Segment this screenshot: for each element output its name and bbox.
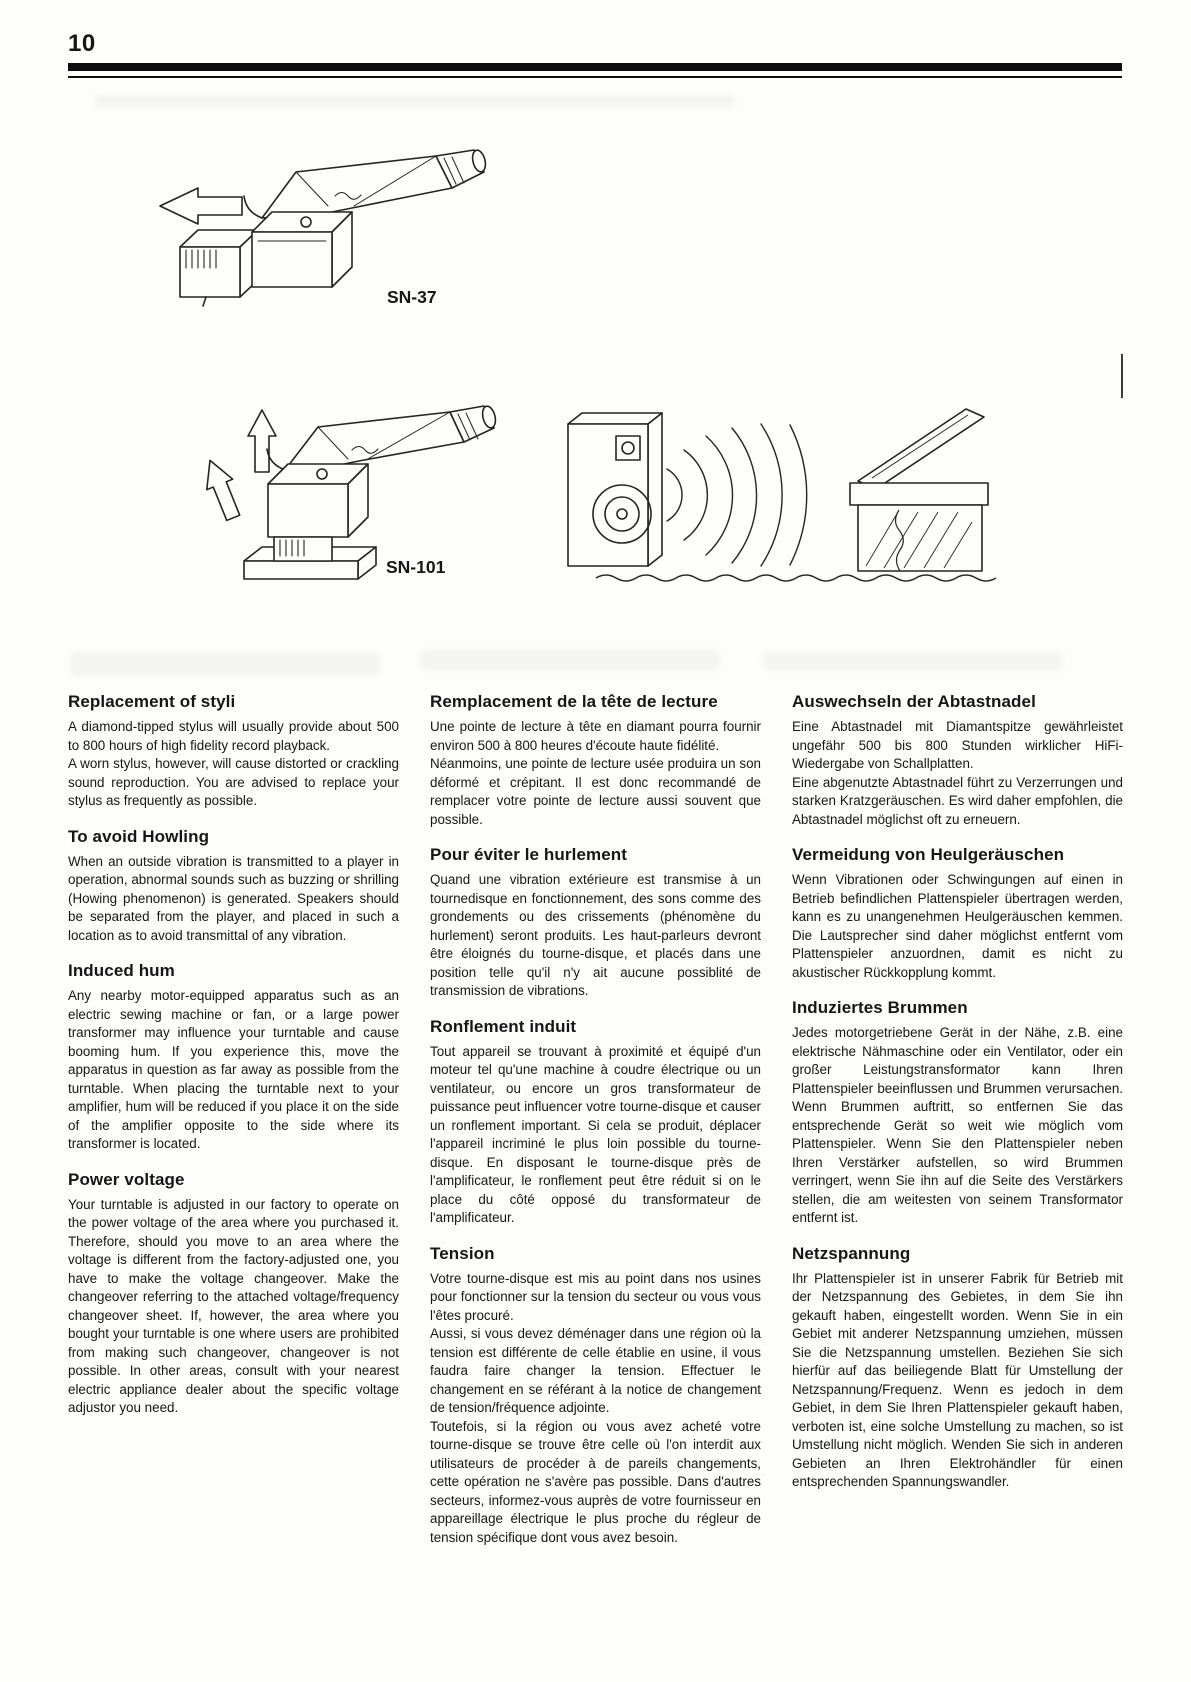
section-heading: Induziertes Brummen xyxy=(792,998,968,1017)
figure-label-sn101: SN-101 xyxy=(386,557,446,577)
section-eviter-hurlement xyxy=(430,845,761,1001)
sn37-illustration xyxy=(160,149,487,306)
paragraph: Any nearby motor-equipped apparatus such as an electric sewing machine or fan, or a large power transformer may influence your turntable and cause booming hum. If you experience this, move the apparatus in question as far away as possible from the turntable. When placing the turntable next to your amplifier, hum will be reduced if you place it on the side of the amplifier opposite to the side where its transformer is located. xyxy=(68,988,399,1151)
column-english xyxy=(68,692,399,1563)
section-induced-hum xyxy=(68,961,399,1154)
section-heading: Vermeidung von Heulgeräuschen xyxy=(792,845,1065,864)
section-heading: Remplacement de la tête de lecture xyxy=(430,692,718,711)
paragraph: A worn stylus, however, will cause distorted or crackling sound reproduction. You are advised to replace your stylus as frequently as possible. xyxy=(68,756,399,808)
paragraph: Your turntable is adjusted in our factory to operate on the power voltage of the area where you purchased it. Therefore, should you move to an area where the voltage is different from the factory-adjusted one, you have to make the voltage changeover. Make the changeover referring to the attached voltage/frequency changeover sheet. If, however, the area where you bought your turntable is one where users are prohibited from making such changeover, changeover is not possible. In other areas, consult with your nearest electric appliance dealer about the specific voltage adjustor you need. xyxy=(68,1196,399,1415)
paragraph: When an outside vibration is transmitted to a player in operation, abnormal sounds such as buzzing or shrilling (Howing phenomenon) is generated. Speakers should be separated from the player, and placed in such a location as to avoid transmittal of any vibration. xyxy=(68,853,399,943)
turntable-illustration xyxy=(850,409,988,571)
up-arrow-icon xyxy=(248,410,276,472)
section-ronflement-induit xyxy=(430,1017,761,1228)
up-arrow-2-icon xyxy=(197,455,246,523)
section-power-voltage xyxy=(68,1170,399,1418)
sound-waves xyxy=(667,424,807,566)
ground-line xyxy=(596,575,996,581)
section-heading: Replacement of styli xyxy=(68,692,236,711)
section-replacement-of-styli xyxy=(68,692,399,811)
figures-area xyxy=(0,0,1191,660)
section-auswechseln-abtastnadel xyxy=(792,692,1123,829)
paragraph: Aussi, si vous devez déménager dans une région où la tension est différente de celle établie en usine, il vous faudra faire changer la tension. Effectuer le changement en se référant à la notice de changement de tension/fréquence adjointe. xyxy=(430,1326,761,1415)
section-heading: Ronflement induit xyxy=(430,1016,577,1036)
text-columns xyxy=(68,692,1122,1563)
paragraph: Néanmoins, une pointe de lecture usée produira un son déformé et crépitant. Il est donc recommandé de remplacer votre pointe de lecture aussi souvent que possible. xyxy=(430,756,761,827)
section-netzspannung xyxy=(792,1244,1123,1492)
section-remplacement-tete xyxy=(430,692,761,829)
section-heading: Tension xyxy=(430,1243,495,1263)
paragraph: Votre tourne-disque est mis au point dans nos usines pour fonctionner sur la tension du secteur ou vous vous l'êtes procuré. xyxy=(430,1270,761,1323)
section-heading: To avoid Howling xyxy=(68,826,210,846)
paragraph: Ihr Plattenspieler ist in unserer Fabrik für Betrieb mit der Netzspannung des Gebietes, in dem Sie ihn gekauft haben, eingestellt worden. Wenn Sie in ein Gebiet mit anderer Netzspannung umziehen, müssen Sie die Netzspannung umstellen. Beziehen Sie sich hierfür auf das beiliegende Blatt für Umstellung der Netzspannung/Frequenz. Wenn es jedoch in dem Gebiet, in dem Sie Ihren Plattenspieler gekauft haben, verboten ist, eine solche Umstellung zu machen, so ist Umstellung nicht möglich. Wenden Sie sich in anderen Gebieten an Ihren Elektrohändler für einen entsprechenden Spannungswandler. xyxy=(792,1270,1123,1489)
paragraph: Une pointe de lecture à tête en diamant pourra fournir environ 500 à 800 heures d'écoute haute fidélité. xyxy=(430,719,761,753)
paragraph: Toutefois, si la région ou vous avez acheté votre tourne-disque se trouve être celle où l'on interdit aux utilisateurs de procéder à de pareils changements, cette opération ne s'avère pas possible. Dans d'autres secteurs, informez-vous auprès de votre fournisseur en appareillage électrique le plus proche du régleur de tension spécifique dont vous avez besoin. xyxy=(430,1418,761,1545)
section-heading: Power voltage xyxy=(68,1169,185,1189)
remove-direction-arrow-icon xyxy=(160,188,242,224)
paragraph: Eine Abtastnadel mit Diamantspitze gewährleistet ungefähr 500 bis 800 Stunden wirklicher HiFi-Wiedergabe von Schallplatten. xyxy=(792,719,1123,771)
section-heading: Auswechseln der Abtastnadel xyxy=(792,692,1036,711)
section-vermeidung-heulgeraeusche xyxy=(792,845,1123,982)
figure-label-sn37: SN-37 xyxy=(387,287,437,307)
section-heading: Netzspannung xyxy=(792,1243,911,1263)
section-heading: Pour éviter le hurlement xyxy=(430,845,628,864)
paragraph: Jedes motorgetriebene Gerät in der Nähe, z.B. eine elektrische Nähmaschine oder ein Ventilator, oder ein großer Leistungstransformator kann Ihren Plattenspieler beeinflussen und Brummen verursachen. Wenn Brummen auftritt, so entfernen Sie das entsprechende Gerät so weit wie möglich vom Plattenspieler. Wenn Sie den Plattenspieler neben Ihren Verstärker aufstellen, so wird Brummen verringert, wenn Sie ihn auf die Seite des Verstärkers stellen, die am weitesten von seinem Transformator entfernt ist. xyxy=(792,1025,1123,1225)
paragraph: A diamond-tipped stylus will usually provide about 500 to 800 hours of high fidelity record playback. xyxy=(68,719,399,753)
speaker-illustration xyxy=(568,413,662,566)
section-heading: Induced hum xyxy=(68,961,175,980)
paragraph: Tout appareil se trouvant à proximité et équipé d'un moteur tel qu'une machine à coudre électrique ou un ventilateur, ou encore un gros transformateur de puissance peut influencer votre tourne-disque et causer un ronflement important. Si cela se produit, déplacer l'appareil incriminé le plus loin possible du tourne-disque. En disposant le tourne-disque près de l'amplificateur, le ronflement peut être réduit si on le place du côté opposé du transformateur de l'amplificateur. xyxy=(430,1043,761,1225)
column-german xyxy=(792,692,1123,1563)
paragraph: Eine abgenutzte Abtastnadel führt zu Verzerrungen und starken Kratzgeräuschen. Es wird daher empfohlen, die Abtastnadel möglichst oft zu erneuern. xyxy=(792,774,1123,827)
paragraph: Quand une vibration extérieure est transmise à un tournedisque en fonctionnement, des sons comme des grondements ou des crissements (phénomène du hurlement) seront produits. Les haut-parleurs devront être éloignés du tourne-disque, et placés dans une position telle qu'il n'y ait aucune possiblité de transmission de vibrations. xyxy=(430,872,761,998)
section-to-avoid-howling xyxy=(68,827,399,946)
column-french xyxy=(430,692,761,1563)
page-number: 10 xyxy=(68,30,96,57)
sn101-illustration xyxy=(197,405,497,579)
section-induziertes-brummen xyxy=(792,998,1123,1228)
paragraph: Wenn Vibrationen oder Schwingungen auf einen in Betrieb befindlichen Plattenspieler übertragen werden, kann es zu unangenehmen Heulgeräuschen kemmen. Die Lautsprecher sind daher möglichst entfernt vom Plattenspieler anzuordnen, damit es nicht zu akustischer Rückkopplung kommt. xyxy=(792,872,1123,980)
section-tension xyxy=(430,1244,761,1548)
